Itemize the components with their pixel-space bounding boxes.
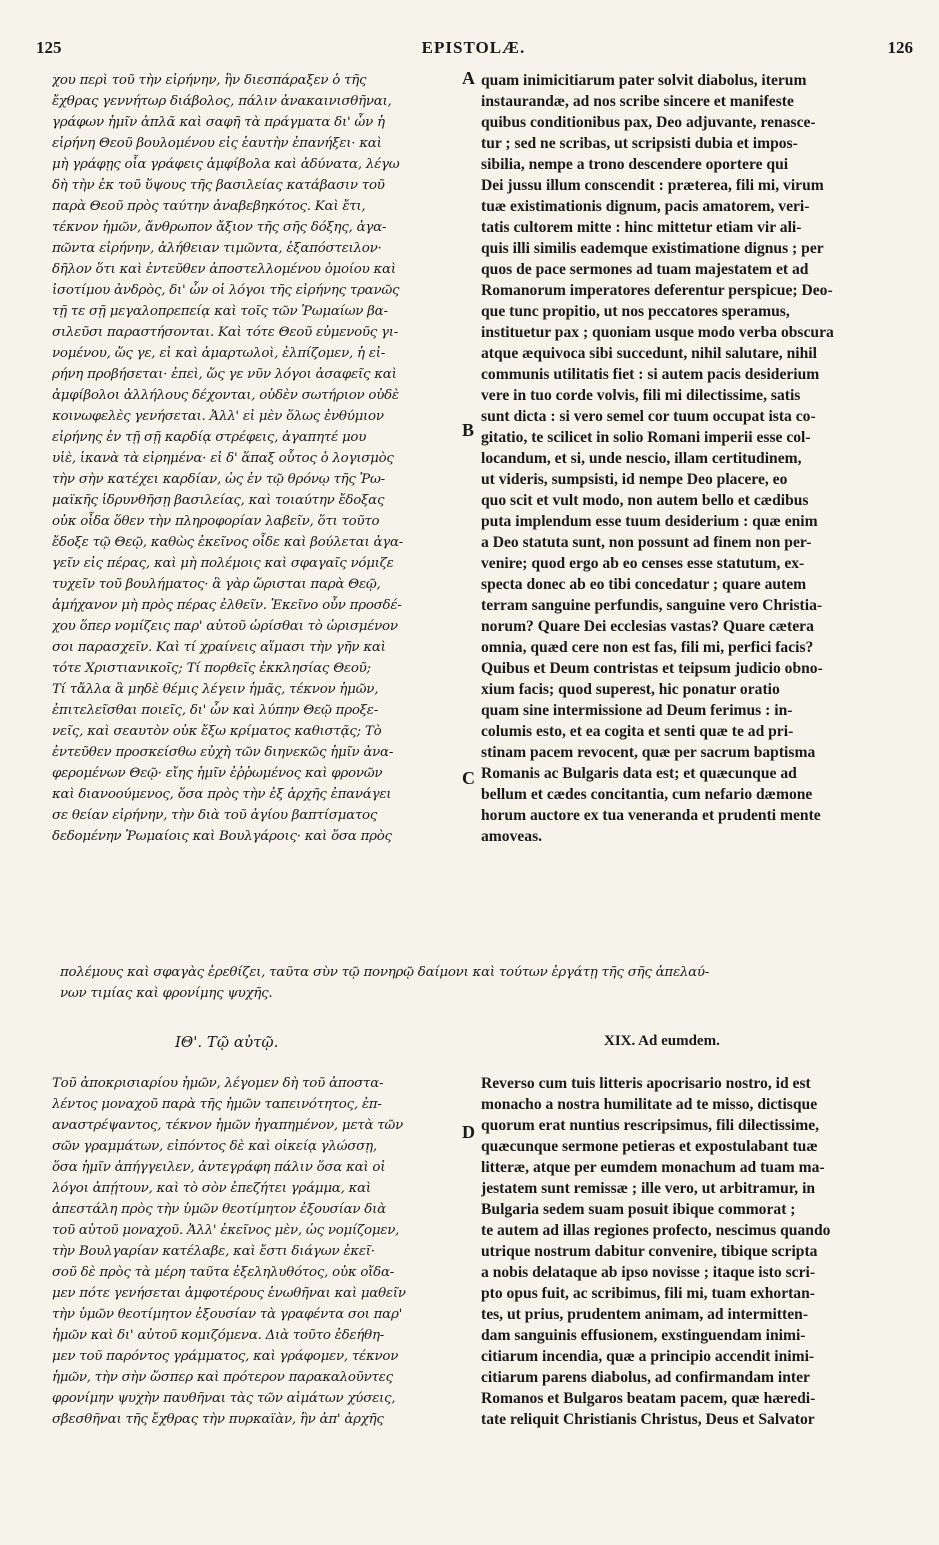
margin-marker-b: B [462,420,475,440]
page-number-left: 125 [36,38,62,57]
margin-marker-a: A [462,68,475,88]
greek-full-width-ending: πολέμους καὶ σφαγὰς ἐρεθίζει, ταῦτα σὺν τῷ πονηρῷ δαίμονι καὶ τούτων ἐργάτῃ τῆς σῆς ἀπελαύ- νων τιμίας καὶ φρονίμης ψυχῆς. [60,965,710,1001]
section-heading-greek: ΙΘ'. Τῷ αὐτῷ. [175,1033,279,1051]
greek-column-upper: χου περὶ τοῦ τὴν εἰρήνην, ἣν διεσπάραξεν ὁ τῆς ἔχθρας γεννήτωρ διάβολος, πάλιν ἀνακαινισθῆναι, γράφων ἡμῖν ἁπλᾶ καὶ σαφῆ τὰ πράγματα δι' ὧν ἡ εἰρήνη Θεοῦ βουλομένου εἰς ἑαυτὴν ἐπανήξει· καὶ μὴ γράφῃς οἷα γράφεις ἀμφίβολα καὶ ἀδύνατα, λέγω δὴ τὴν ἐκ τοῦ ὕψους τῆς βασιλείας κατάβασιν τοῦ παρὰ Θεοῦ πρὸς ταύτην ἀναβεβηκότος. Καὶ ἔτι, τέκνον ἡμῶν, ἄνθρωπον ἄξιον τῆς σῆς δόξης, ἀγα- πῶντα εἰρήνην, ἀλήθειαν τιμῶντα, ἐξαπόστειλον· δῆλον ὅτι καὶ ἐντεῦθεν ἀποστελλομένου ὁμοίου καὶ ἰσοτίμου ἀνδρὸς, δι' ὧν οἱ λόγοι τῆς εἰρήνης τρανῶς τῇ τε σῇ μεγαλοπρεπείᾳ καὶ τοῖς τῶν Ῥωμαίων βα- σιλεῦσι παραστήσονται. Καὶ τότε Θεοῦ εὐμενοῦς γι- νομένου, ὥς γε, εἰ καὶ ἁμαρτωλοὶ, ἐλπίζομεν, ἡ εἰ- ρήνη προβήσεται· ἐπεὶ, ὥς γε νῦν λόγοι ἀσαφεῖς καὶ ἀμφίβολοι ἀλλήλους δέχονται, οὐδὲν σωτήριον οὐδὲ κοινωφελὲς γενήσεται. Ἀλλ' εἰ μὲν ὅλως ἐνθύμιον εἰρήνης ἐν τῇ σῇ καρδίᾳ στρέφεις, ἀγαπητέ μου υἱὲ, ἱκανὰ τὰ εἰρημένα· εἰ δ' ἅπαξ οὗτος ὁ λογισμὸς τὴν σὴν κατέχει καρδίαν, ὡς ἐν τῷ θρόνῳ τῆς Ῥω- μαϊκῆς ἱδρυνθῆσῃ βασιλείας, καὶ τοιαύτην ἔδοξας οὐκ οἶδα ὅθεν τὴν πληροφορίαν λαβεῖν, ὅτι τοῦτο ἔδοξε τῷ Θεῷ, καθὼς ἐκεῖνος οἶδε καὶ βούλεται ἀγα- γεῖν εἰς πέρας, καὶ μὴ πολέμοις καὶ σφαγαῖς νόμιζε τυχεῖν τοῦ βουλήματος· ἃ γὰρ ὥρισται παρὰ Θεῷ, ἀμήχανον μὴ πρὸς πέρας ἐλθεῖν. Ἐκεῖνο οὖν προσδέ- χου ὅπερ νομίζεις παρ' αὐτοῦ ὡρίσθαι τὸ ὡρισμένον σοι παρασχεῖν. Καὶ τί χραίνεις αἵμασι τὴν γῆν καὶ τότε Χριστιανικοῖς; Τί πορθεῖς ἐκκλησίας Θεοῦ; Τί τἄλλα ἃ μηδὲ θέμις λέγειν ἡμᾶς, τέκνον ἡμῶν, ἐπιτελεῖσθαι ποιεῖς, δι' ὧν καὶ λύπην Θεῷ προξε- νεῖς, καὶ σεαυτὸν οὐκ ἔξω κρίματος καθιστᾷς; Τὸ ἐντεῦθεν προσκείσθω εὐχὴ τῶν διηνεκῶς ἡμῖν ἀνα- φερομένων Θεῷ· εἴης ἡμῖν ἐῤῥωμένος καὶ φρονῶν καὶ διανοούμενος, ὅσα πρὸς τὴν ἐξ ἀρχῆς ἐπανάγει σε θείαν εἰρήνην, τὴν διὰ τοῦ ἁγίου βαπτίσματος δεδομένην Ῥωμαίοις καὶ Βουλγάροις· καὶ ὅσα πρὸς [52,73,404,844]
page-header [28,38,919,64]
greek-column-lower: Τοῦ ἀποκρισιαρίου ἡμῶν, λέγομεν δὴ τοῦ ἀποστα- λέντος μοναχοῦ παρὰ τῆς ἡμῶν ταπεινότητος, ἐπ- αναστρέψαντος, τέκνον ἡμῶν ἠγαπημένον, μετὰ τῶν σῶν γραμμάτων, εἰπόντος δὲ καὶ οἰκείᾳ γλώσσῃ, ὅσα ἡμῖν ἀπήγγειλεν, ἀντεγράφη πάλιν ὅσα καὶ οἱ λόγοι ἀπῄτουν, καὶ τὸ σὸν ἐπεζήτει γράμμα, καὶ ἀπεστάλη πρὸς τὴν ὑμῶν θεοτίμητον ἐξουσίαν διὰ τοῦ αὐτοῦ μοναχοῦ. Ἀλλ' ἐκεῖνος μὲν, ὡς νομίζομεν, τὴν Βουλγαρίαν κατέλαβε, καὶ ἔστι διάγων ἐκεῖ· σοῦ δὲ πρὸς τὰ μέρη ταῦτα ἐξεληλυθότος, οὐκ οἴδα- μεν πότε γενήσεται ἀμφοτέρους ἑνωθῆναι καὶ μαθεῖν τὴν ὑμῶν θεοτίμητον ἐξουσίαν τὰ γραφέντα σοι παρ' ἡμῶν καὶ δι' αὐτοῦ κομιζόμενα. Διὰ τοῦτο ἐδεήθη- μεν τοῦ παρόντος γράμματος, καὶ γράφομεν, τέκνον ἡμῶν, τὴν σὴν ὥσπερ καὶ πρότερον παρακαλοῦντες φρονίμην ψυχὴν παυθῆναι τὰς τῶν αἱμάτων χύσεις, σβεσθῆναι τῆς ἔχθρας τὴν πυρκαϊὰν, ἣν ἀπ' ἀρχῆς [52,1076,406,1427]
section-heading-latin: XIX. Ad eumdem. [604,1033,720,1049]
margin-marker-d: D [462,1122,475,1142]
latin-column-upper: quam inimicitiarum pater solvit diabolus, iterum instaurandæ, ad nos scribe sincere et manifeste quibus conditionibus pax, Deo adjuvante, renasce- tur ; sed ne scribas, ut scripsisti dubia et impos- sibilia, nempe a trono descendere oportere qui Dei jussu illum conscendit : præterea, fili mi, virum tuæ existimationis dignum, pacis amatorem, veri- tatis cultorem mitte : hinc mittetur etiam vir ali- quis illi similis eademque existimatione dignus ; per quos de pace sermones ad tuam majestatem et ad Romanorum imperatores deferentur perspicue; Deo- que tunc propitio, ut nos peccatores speramus, instituetur pax ; quoniam usque modo verba obscura atque æquivoca sibi succedunt, nihil salutare, nihil communis utilitatis fiet : si autem pacis desiderium vere in tuo corde volvis, fili mi dilectissime, satis sunt dicta : si vero semel cor tuum occupat ista co- gitatio, te scilicet in solio Romani imperii esse col- locandum, et si, unde nescio, illam certitudinem, ut videris, sumpsisti, id nempe Deo placere, eo quo scit et vult modo, non autem bello et cædibus puta implendum esse tuum desiderium : quæ enim a Deo statuta sunt, non possunt ad finem non per- venire; quod ergo ab eo censes esse statutum, ex- specta donec ab eo tibi concedatur ; quare autem terram sanguine perfundis, sanguine vero Christia- norum? Quare Dei ecclesias vastas? Quare cætera omnia, quæd cere non est fas, fili mi, perfici facis? Quibus et Deum contristas et teipsum judicio obno- xium facis; quod superest, hic ponatur oratio quam sine intermissione ad Deum ferimus : in- columis esto, et ea cogita et senti quæ te ad pri- stinam pacem revocent, quæ per sacrum baptisma Romanis ac Bulgaris data est; et quæcunque ad bellum et cædes concitantia, cum nefario dæmone horum auctore ex tua veneranda et prudenti mente amoveas. [481,72,834,845]
margin-marker-c: C [462,768,475,788]
running-title: EPISTOLÆ. [421,38,526,57]
latin-column-lower: Reverso cum tuis litteris apocrisario nostro, id est monacho a nostra humilitate ad te misso, dictisque quorum erat nuntius rescripsimus, fili dilectissime, quæcunque sermone petieras et expostulabant tuæ litteræ, atque per eumdem monachum ad tuam ma- jestatem sunt remissæ ; ille vero, ut arbitramur, in Bulgaria sedem suam posuit ibique commorat ; te autem ad illas regiones profecto, nescimus quando utrique nostrum dabitur convenire, tibique scripta a nobis delataque ab ipso novisse ; itaque isto scri- pto opus fuit, ac scribimus, fili mi, tuam exhortan- tes, ut prius, prudentem animam, ad intermitten- dam sanguinis effusionem, exstinguendam inimi- citiarum incendia, quæ a principio accendit inimi- citiarum parens diabolus, ad confirmandam inter Romanos et Bulgaros beatam pacem, quæ hæredi- tate reliquit Christianis Christus, Deus et Salvator [481,1075,831,1428]
page-number-right: 126 [887,38,913,57]
